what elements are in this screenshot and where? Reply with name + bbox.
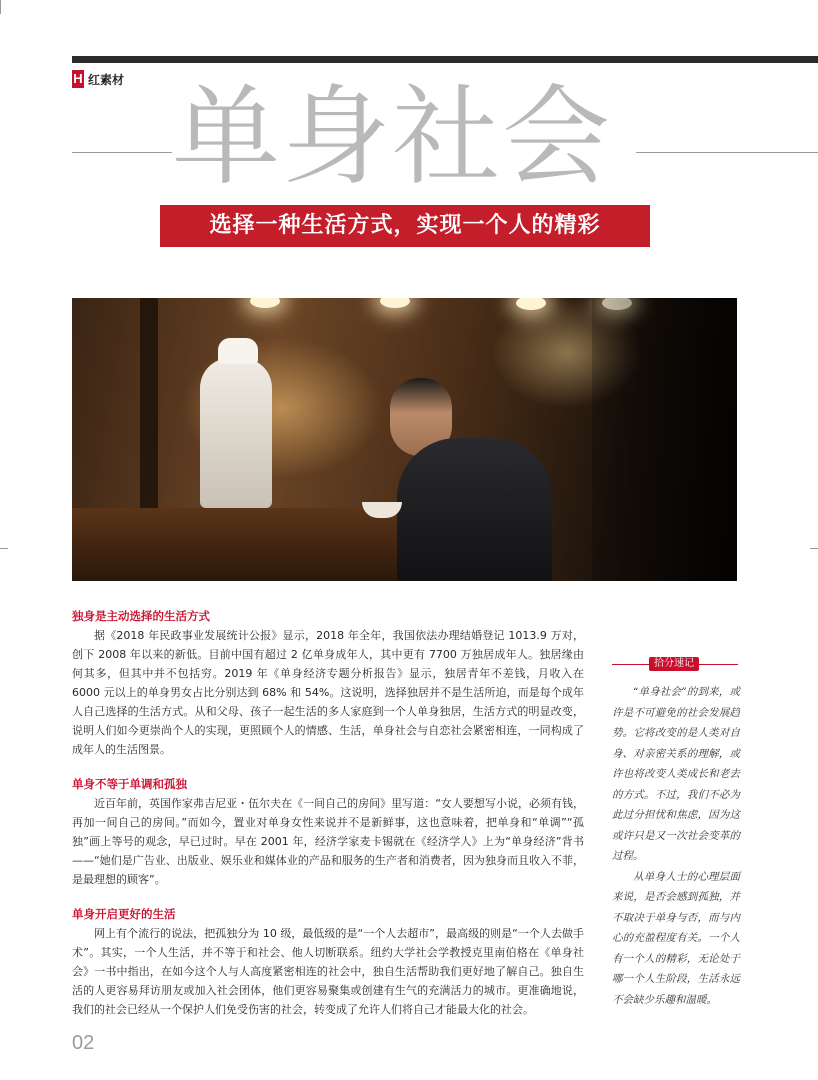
photo-lamp bbox=[250, 298, 280, 308]
photo-chef-hat bbox=[218, 338, 258, 364]
crop-mark bbox=[810, 548, 818, 549]
section-label: 红素材 bbox=[88, 72, 125, 87]
sidebar-header bbox=[612, 657, 738, 671]
section-paragraph: 据《2018 年民政事业发展统计公报》显示，2018 年全年，我国依法办理结婚登记 1013.9 万对，创下 2008 年以来的新低。目前中国有超过 2 亿单身成年人，其中更有 7700 万独居成年人。独居缘由何其多，但其中并不包括穷。2019 年《单身经济专题分析报告》显示，独居青年不差钱，月收入在 6000 元以上的单身男女占比分别达到 68% 和 54%。这说明，选择独居并不是生活所迫，而是每个成年人自己选择的生活方式。从和父母、孩子一起生活的多人家庭到一个人单身独居，生活方式的明显改变，说明人们如今更崇尚个人的实现，更照顾个人的情感、生活，单身社会与自恋社会紧密相连，一同构成了成年人的生活图景。 bbox=[72, 629, 584, 756]
section-heading: 独身是主动选择的生活方式 bbox=[72, 609, 210, 623]
section-tag bbox=[72, 70, 124, 88]
title-rule-right bbox=[636, 152, 818, 153]
crop-mark bbox=[0, 548, 8, 549]
section-heading: 单身不等于单调和孤独 bbox=[72, 777, 187, 791]
top-rule bbox=[72, 56, 818, 63]
subtitle-banner: 选择一种生活方式，实现一个人的精彩 bbox=[160, 205, 650, 247]
page-number: 02 bbox=[72, 1032, 95, 1054]
crop-mark bbox=[0, 0, 1, 14]
sidebar-paragraph: 从单身人士的心理层面来说，是否会感到孤独，并不取决于单身与否，而与内心的充盈程度有关。一个人有一个人的精彩，无论处于哪一个人生阶段，生活永远不会缺少乐趣和温暖。 bbox=[612, 870, 740, 1006]
section-badge: H bbox=[73, 71, 83, 86]
photo-diner bbox=[397, 438, 552, 581]
photo-chef bbox=[200, 358, 272, 508]
photo-counter bbox=[72, 508, 402, 581]
section-paragraph: 近百年前，英国作家弗吉尼亚・伍尔夫在《一间自己的房间》里写道：“女人要想写小说，必须有钱，再加一间自己的房间。”而如今，置业对单身女性来说并不是新鲜事，这也意味着，把单身和“单调”“孤独”画上等号的观念，早已过时。早在 2001 年，经济学家麦卡锡就在《经济学人》上为“单身经济”背书——“她们是广告业、出版业、娱乐业和媒体业的产品和服务的生产者和消费者，因为独身而且收入不菲，是最理想的顾客”。 bbox=[72, 797, 584, 886]
sidebar-label: 拾分速记 bbox=[649, 657, 699, 671]
article-section bbox=[72, 905, 584, 1019]
section-paragraph: 网上有个流行的说法，把孤独分为 10 级，最低级的是“一个人去超市”，最高级的则是“一个人去做手术”。其实，一个人生活，并不等于和社会、他人切断联系。纽约大学社会学教授克里南伯格在《单身社会》一书中指出，在如今这个人与人高度紧密相连的社会中，独自生活帮助我们更好地了解自己。独自生活的人更容易拜访朋友或加入社会团体，他们更容易聚集或创建有生气的充满活力的城市。更准确地说，我们的社会已经从一个保护人们免受伤害的社会，转变成了允许人们将自己才能最大化的社会。 bbox=[72, 927, 584, 1016]
photo-dark-wall bbox=[592, 298, 737, 581]
photo-lamp bbox=[380, 298, 410, 308]
page-title: 单身社会 bbox=[172, 78, 613, 198]
title-rule-left bbox=[72, 152, 172, 153]
sidebar-notes bbox=[612, 682, 740, 1010]
section-heading: 单身开启更好的生活 bbox=[72, 907, 176, 921]
sidebar-paragraph: “单身社会”的到来，或许是不可避免的社会发展趋势。它将改变的是人类对自身、对亲密关系的理解，或许也将改变人类成长和老去的方式。不过，我们不必为此过分担忧和焦虑，因为这或许只是又一次社会变革的过程。 bbox=[612, 686, 740, 862]
article-section bbox=[72, 607, 584, 759]
hero-photo bbox=[72, 298, 737, 581]
article-section bbox=[72, 775, 584, 889]
